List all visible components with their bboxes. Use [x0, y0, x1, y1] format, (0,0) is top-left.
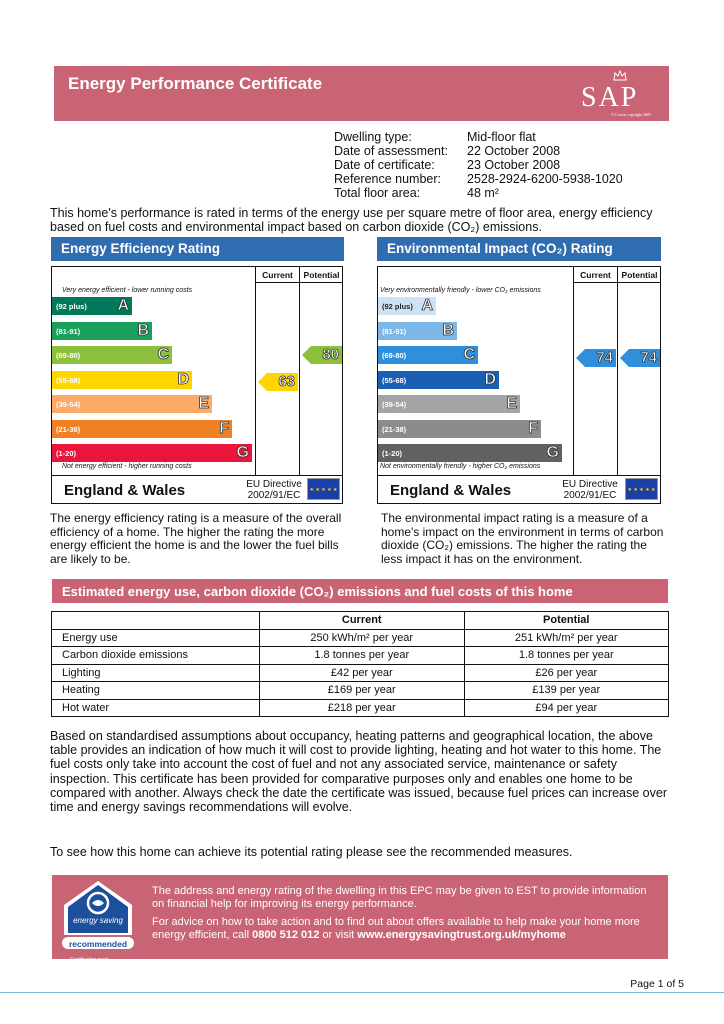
eu-flag-icon: ★ ★ ★ ★ ★	[625, 478, 658, 500]
region-label: England & Wales	[390, 482, 512, 499]
table-header-blank	[52, 612, 260, 630]
band-range: (55-68)	[56, 375, 81, 385]
band-g	[378, 444, 562, 462]
top-note: Very environmentally friendly - lower CO₂ emissions	[380, 287, 541, 294]
band-f	[378, 420, 541, 438]
dwelling-details	[334, 130, 623, 200]
band-letter: C	[463, 346, 475, 363]
est-info-line1: The address and energy rating of the dwelling in this EPC may be given to EST to provide information on financial help for improving its energy performance.	[152, 885, 647, 910]
band-e	[378, 395, 520, 413]
intro-text: This home's performance is rated in terms of the energy use per square metre of floor area, energy efficiency based on fuel costs and environmental impact based on carbon dioxide (CO₂) emissions.	[50, 206, 653, 234]
row-label: Carbon dioxide emissions	[52, 647, 260, 665]
row-label: Hot water	[52, 699, 260, 717]
detail-value: 2528-2924-6200-5938-1020	[467, 172, 623, 186]
column-divider	[617, 283, 618, 475]
top-note: Very energy efficient - lower running costs	[62, 287, 193, 294]
potential-column-header: Potential	[299, 267, 343, 283]
band-b	[52, 322, 152, 340]
est-info-text	[152, 885, 657, 947]
band-d	[52, 371, 192, 389]
recommended-measures-note: To see how this home can achieve its potential rating please see the recommended measures.	[50, 845, 573, 859]
environmental-description: The environmental impact rating is a measure of a home's impact on the environment in terms of carbon dioxide (CO₂) emissions. The higher the rating the less impact it has on the environment.	[381, 511, 664, 566]
row-current: 250 kWh/m² per year	[260, 629, 465, 647]
certification-mark: Certification mark	[70, 957, 109, 963]
band-range: (1-20)	[382, 449, 403, 458]
band-g	[52, 444, 252, 462]
eu-directive: EU Directive 2002/91/EC	[562, 479, 618, 501]
current-rating-value: 74	[596, 349, 613, 366]
column-divider	[255, 283, 256, 475]
band-range: (81-91)	[56, 326, 81, 336]
efficiency-panel-title: Energy Efficiency Rating	[51, 237, 344, 261]
row-potential: £26 per year	[464, 664, 669, 682]
table-row	[52, 699, 669, 717]
assumptions-paragraph: Based on standardised assumptions about occupancy, heating patterns and geographical location, the above table provides an indication of how much it will cost to provide lighting, heating and hot water to this home. The fuel costs only take into account the cost of fuel and not any associated service, maintenance or safety inspection. This certificate has been provided for comparative purposes only and enables one home to be compared with another. Always check the date the certificate was issued, because fuel prices can increase over time and energy savings recommendations will evolve.	[50, 729, 667, 815]
band-range: (69-80)	[56, 351, 81, 360]
detail-row	[334, 144, 623, 158]
row-current: 1.8 tonnes per year	[260, 647, 465, 665]
column-divider	[299, 283, 300, 475]
potential-column-header: Potential	[617, 267, 661, 283]
detail-row	[334, 158, 623, 172]
table-header-current: Current	[260, 612, 465, 630]
band-letter: A	[117, 297, 129, 314]
band-letter: E	[506, 395, 517, 412]
potential-rating-value: 74	[640, 349, 657, 366]
band-range: (92 plus)	[382, 302, 413, 311]
potential-rating-value: 80	[322, 346, 339, 363]
region-label: England & Wales	[64, 482, 186, 499]
current-rating-value: 63	[278, 372, 295, 390]
band-letter: A	[421, 297, 433, 314]
estimates-table	[51, 611, 669, 717]
band-letter: F	[528, 419, 538, 437]
logo-top-text: energy saving	[73, 916, 123, 925]
row-potential: £94 per year	[464, 699, 669, 717]
est-info-prefix: For advice on how to take action and to find out about offers available to help make your home more energy efficient, call	[152, 916, 640, 941]
est-info-mid: or visit	[319, 928, 358, 941]
efficiency-description: The energy efficiency rating is a measure of the overall efficiency of a home. The higher the rating the more energy efficient the home is and the lower the fuel bills are likely to be.	[50, 511, 342, 566]
band-letter: F	[219, 419, 229, 437]
potential-rating-indicator	[620, 349, 660, 367]
row-label: Energy use	[52, 629, 260, 647]
band-letter: G	[236, 444, 249, 461]
band-c	[52, 346, 172, 364]
row-potential: 251 kWh/m² per year	[464, 629, 669, 647]
detail-key: Dwelling type:	[334, 130, 412, 144]
detail-value: 48 m²	[467, 186, 499, 200]
band-range: (1-20)	[56, 449, 77, 458]
row-label: Heating	[52, 682, 260, 700]
detail-key: Date of certificate:	[334, 158, 435, 172]
phone-number: 0800 512 012	[252, 928, 320, 941]
detail-value: 23 October 2008	[467, 158, 561, 172]
detail-value: Mid-floor flat	[467, 130, 536, 144]
band-range: (81-91)	[382, 326, 407, 336]
detail-row	[334, 130, 623, 144]
table-row	[52, 647, 669, 665]
eu-directive: EU Directive 2002/91/EC	[246, 479, 302, 501]
band-range: (55-68)	[382, 375, 407, 385]
band-letter: C	[157, 346, 169, 363]
band-d	[378, 371, 499, 389]
logo-copyright: © Crown copyright 2005	[611, 112, 652, 117]
bottom-note: Not environmentally friendly - higher CO₂ emissions	[380, 463, 541, 470]
environmental-panel-title: Environmental Impact (CO₂) Rating	[377, 237, 661, 261]
band-b	[378, 322, 457, 340]
row-label: Lighting	[52, 664, 260, 682]
band-letter: E	[198, 395, 209, 412]
table-row	[52, 664, 669, 682]
row-potential: 1.8 tonnes per year	[464, 647, 669, 665]
band-range: (39-54)	[56, 400, 81, 409]
environmental-footer	[378, 475, 660, 503]
table-header-row	[52, 612, 669, 630]
current-column-header: Current	[255, 267, 299, 283]
current-rating-indicator	[258, 373, 298, 391]
row-current: £42 per year	[260, 664, 465, 682]
row-current: £169 per year	[260, 682, 465, 700]
est-info-line2	[152, 916, 657, 941]
band-a	[378, 297, 436, 315]
estimates-section-title: Estimated energy use, carbon dioxide (CO₂) emissions and fuel costs of this home	[52, 579, 668, 603]
band-letter: D	[484, 370, 496, 388]
efficiency-rating-chart	[51, 266, 343, 504]
scan-edge-line	[0, 992, 724, 993]
page-title: Energy Performance Certificate	[68, 74, 323, 93]
band-letter: G	[546, 444, 559, 461]
column-divider	[573, 283, 574, 475]
sap-logo-text: SAP	[581, 82, 639, 113]
bottom-note: Not energy efficient - higher running costs	[62, 463, 192, 470]
detail-key: Total floor area:	[334, 186, 421, 200]
band-range: (39-54)	[382, 400, 407, 409]
eu-flag-icon: ★ ★ ★ ★ ★	[307, 478, 340, 500]
energy-saving-trust-box	[52, 875, 668, 963]
row-potential: £139 per year	[464, 682, 669, 700]
table-header-potential: Potential	[464, 612, 669, 630]
band-letter: B	[137, 321, 149, 339]
current-column-header: Current	[573, 267, 617, 283]
detail-row	[334, 172, 623, 186]
table-row	[52, 629, 669, 647]
detail-row	[334, 186, 623, 200]
detail-value: 22 October 2008	[467, 144, 561, 158]
environmental-rating-chart	[377, 266, 661, 504]
website-link[interactable]: www.energysavingtrust.org.uk/myhome	[357, 928, 566, 941]
crown-icon	[613, 70, 627, 82]
potential-rating-indicator	[302, 346, 342, 364]
band-range: (21-38)	[56, 424, 81, 434]
row-current: £218 per year	[260, 699, 465, 717]
detail-key: Date of assessment:	[334, 144, 448, 158]
band-range: (92 plus)	[56, 302, 87, 311]
energy-saving-recommended-logo	[58, 879, 138, 963]
band-letter: D	[177, 370, 189, 388]
band-a	[52, 297, 132, 315]
table-row	[52, 682, 669, 700]
sap-logo	[581, 70, 657, 118]
efficiency-footer	[52, 475, 342, 503]
band-c	[378, 346, 478, 364]
current-rating-indicator	[576, 349, 616, 367]
certificate-header	[54, 66, 669, 121]
band-e	[52, 395, 212, 413]
band-f	[52, 420, 232, 438]
logo-bottom-text: recommended	[68, 939, 128, 949]
band-range: (69-80)	[382, 351, 407, 360]
band-letter: B	[442, 321, 454, 339]
page-number: Page 1 of 5	[630, 978, 684, 990]
band-range: (21-38)	[382, 424, 407, 434]
detail-key: Reference number:	[334, 172, 442, 186]
